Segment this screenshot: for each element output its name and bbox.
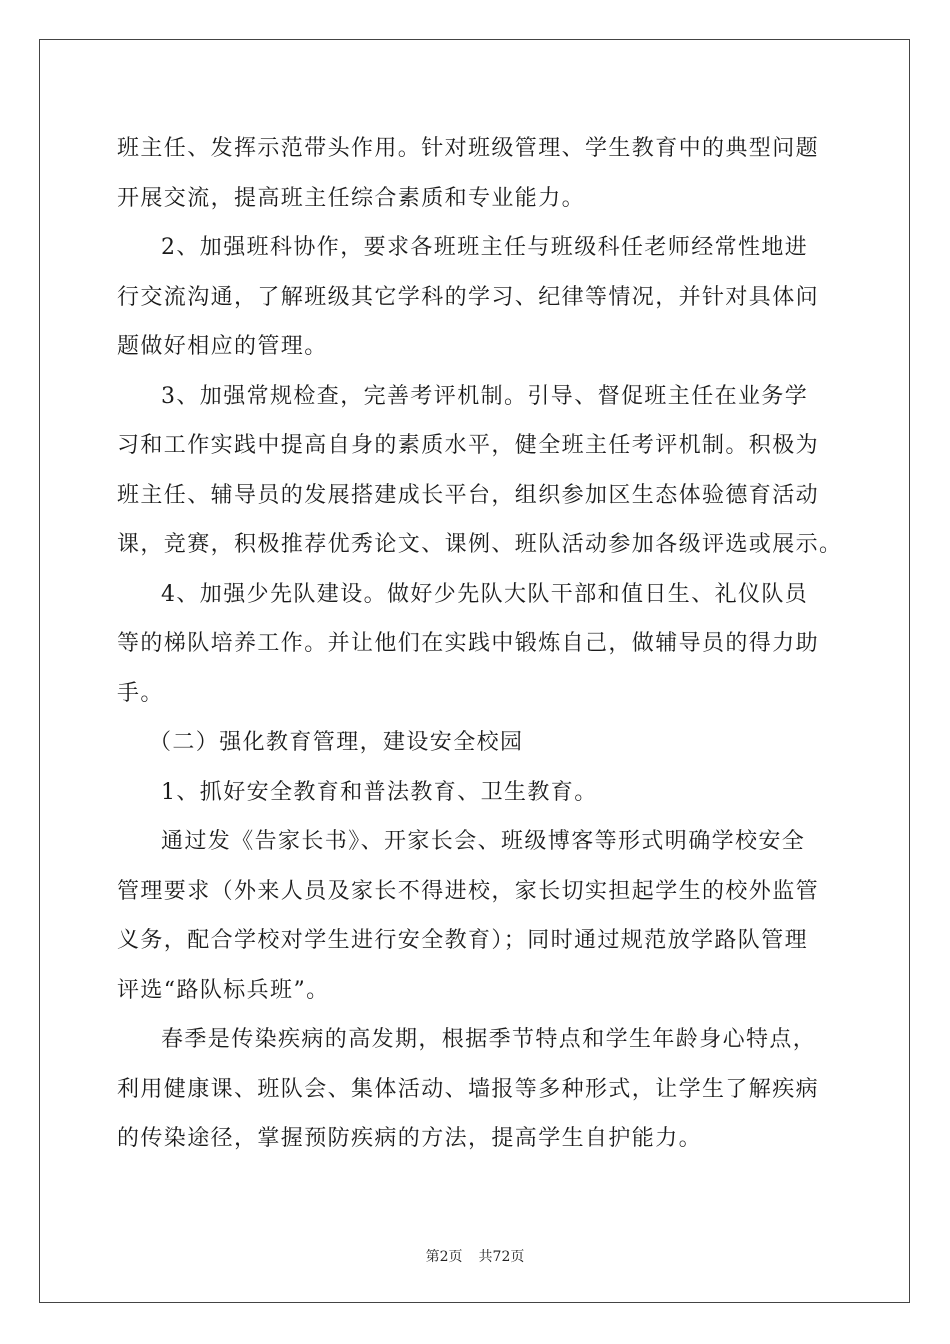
- text-line: 1、抓好安全教育和普法教育、卫生教育。: [161, 779, 598, 805]
- text-line: 3、加强常规检查，完善考评机制。引导、督促班主任在业务学: [161, 383, 809, 409]
- text-line: 通过发《告家长书》、开家长会、班级博客等形式明确学校安全: [161, 829, 806, 854]
- page-number: 第2页: [425, 1249, 463, 1265]
- page-total: 共72页: [478, 1249, 525, 1265]
- text-line: 等的梯队培养工作。并让他们在实践中锻炼自己，做辅导员的得力助: [117, 631, 820, 656]
- text-line: 课，竞赛，积极推荐优秀论文、课例、班队活动参加各级评选或展示。: [117, 532, 843, 557]
- text-line: 2、加强班科协作，要求各班班主任与班级科任老师经常性地进: [161, 235, 809, 260]
- text-line: 的传染途径，掌握预防疾病的方法，提高学生自护能力。: [117, 1126, 703, 1151]
- text-line: 班主任、辅导员的发展搭建成长平台，组织参加区生态体验德育活动: [117, 482, 820, 508]
- section-heading: （二）强化教育管理，建设安全校园: [149, 730, 524, 755]
- text-line: 班主任、发挥示范带头作用。针对班级管理、学生教育中的典型问题: [117, 136, 820, 161]
- text-line: 义务，配合学校对学生进行安全教育）；同时通过规范放学路队管理: [117, 928, 809, 953]
- text-line: 手。: [117, 680, 164, 706]
- document-body: [117, 124, 843, 1164]
- text-line: 春季是传染疾病的高发期，根据季节特点和学生年龄身心特点，: [161, 1027, 817, 1052]
- text-line: 4、加强少先队建设。做好少先队大队干部和值日生、礼仪队员: [161, 581, 809, 607]
- text-line: 题做好相应的管理。: [117, 334, 328, 359]
- text-line: 利用健康课、班队会、集体活动、墙报等多种形式，让学生了解疾病: [117, 1076, 820, 1102]
- text-line: 行交流沟通，了解班级其它学科的学习、纪律等情况，并针对具体问: [117, 284, 820, 310]
- text-line: 开展交流，提高班主任综合素质和专业能力。: [117, 185, 586, 211]
- text-line: 习和工作实践中提高自身的素质水平，健全班主任考评机制。积极为: [117, 433, 820, 458]
- text-line: 评选“路队标兵班”。: [117, 977, 330, 1003]
- text-line: 管理要求（外来人员及家长不得进校，家长切实担起学生的校外监管: [117, 878, 820, 904]
- page-footer: [0, 1246, 950, 1266]
